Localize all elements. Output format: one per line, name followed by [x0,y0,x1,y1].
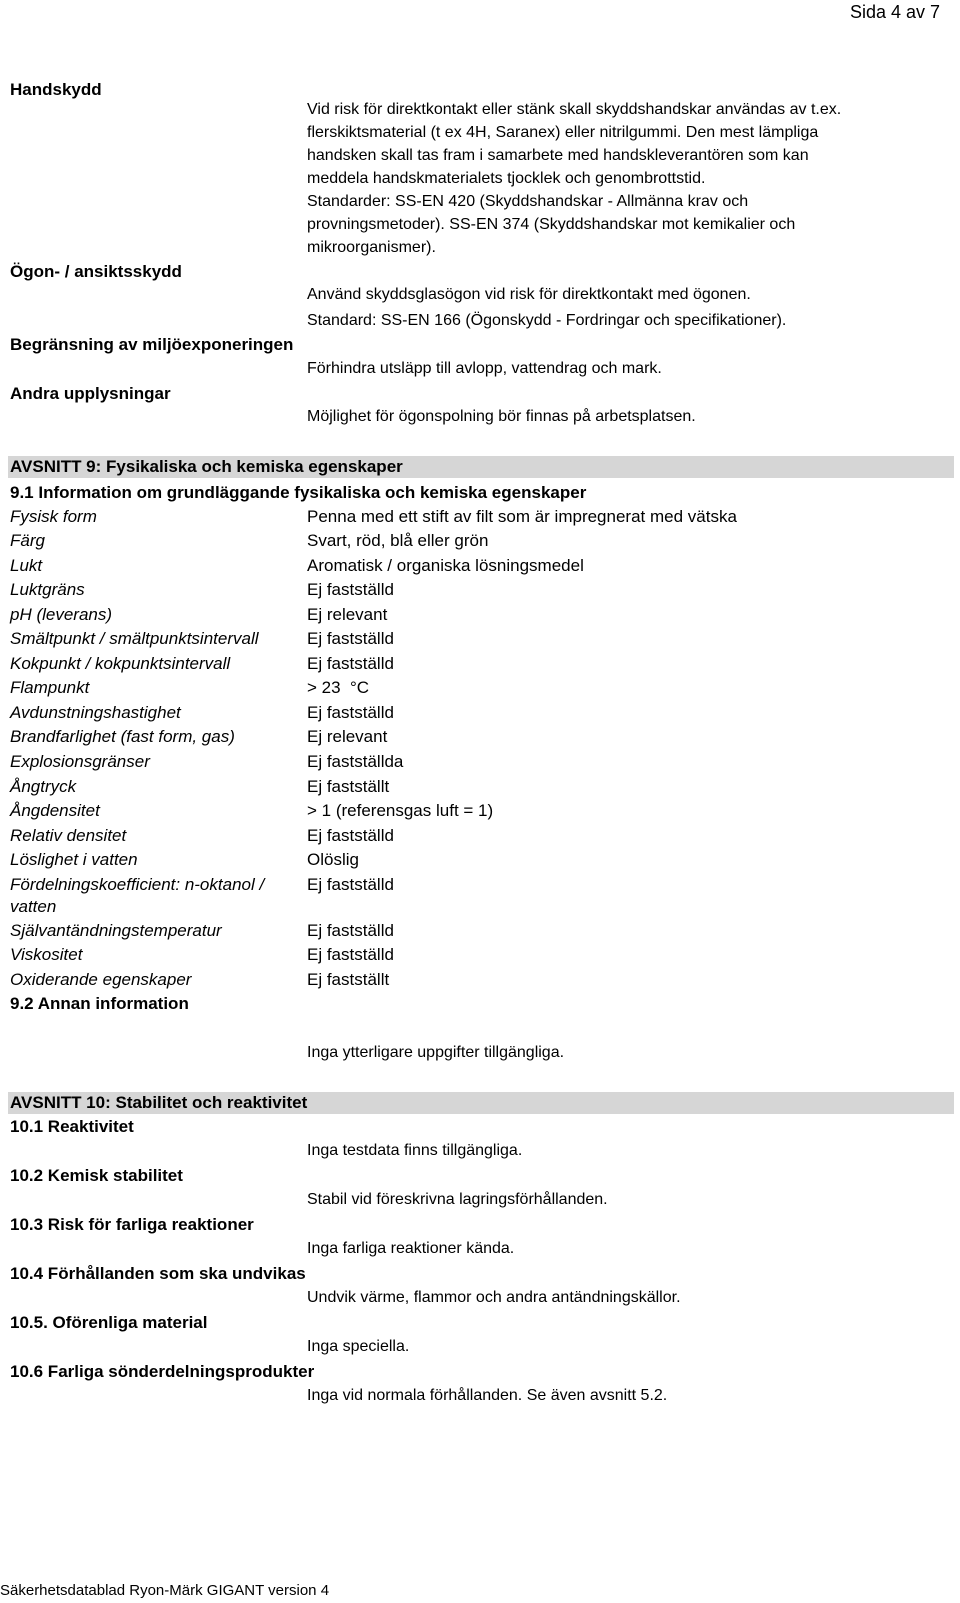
property-value: Svart, röd, blå eller grön [307,531,489,550]
gloves-line-0: Vid risk för direktkontakt eller stänk skall skyddshandskar användas av t.ex. [307,101,842,118]
property-name: Ångtryck [10,777,77,796]
section-10-title: AVSNITT 10: Stabilitet och reaktivitet [10,1093,308,1112]
section-10-text: Inga testdata finns tillgängliga. [307,1142,523,1159]
gloves-heading: Handskydd [10,80,102,99]
property-value: Penna med ett stift av filt som är impregnerat med vätska [307,507,737,526]
property-name: Explosionsgränser [10,752,150,771]
section-9-1-heading: 9.1 Information om grundläggande fysikaliska och kemiska egenskaper [10,483,587,502]
eye-protection-line-0: Använd skyddsglasögon vid risk för direktkontakt med ögonen. [307,286,751,303]
property-value: > 23 °C [307,678,370,697]
property-value: Ej fastställd [307,580,394,599]
property-name: Självantändningstemperatur [10,921,222,940]
section-9-title: AVSNITT 9: Fysikaliska och kemiska egenskaper [10,457,403,476]
property-name: Kokpunkt / kokpunktsintervall [10,654,231,673]
property-value: > 1 (referensgas luft = 1) [307,801,494,820]
property-name: Brandfarlighet (fast form, gas) [10,727,235,746]
section-10-heading: 10.5. Oförenliga material [10,1313,208,1332]
property-value: Ej fastställd [307,945,394,964]
property-name: Flampunkt [10,678,90,697]
section-10-heading: 10.4 Förhållanden som ska undvikas [10,1264,306,1283]
property-name: Smältpunkt / smältpunktsintervall [10,629,259,648]
other-info-heading: Andra upplysningar [10,384,171,403]
section-10-heading: 10.2 Kemisk stabilitet [10,1166,183,1185]
property-value: Ej fastställda [307,752,404,771]
property-value: Aromatisk / organiska lösningsmedel [307,556,584,575]
gloves-line-4: Standarder: SS-EN 420 (Skyddshandskar - Allmänna krav och [307,193,749,210]
env-exposure-heading: Begränsning av miljöexponeringen [10,335,294,354]
property-name: Avdunstningshastighet [10,703,181,722]
property-value: Ej fastställd [307,826,394,845]
section-10-heading: 10.6 Farliga sönderdelningsprodukter [10,1362,315,1381]
property-value: Ej fastställd [307,703,394,722]
gloves-line-6: mikroorganismer). [307,239,436,256]
property-name: Färg [10,531,45,550]
property-name: Fysisk form [10,507,97,526]
gloves-line-2: handsken skall tas fram i samarbete med handskleverantören som kan [307,147,809,164]
section-10-text: Undvik värme, flammor och andra antändningskällor. [307,1289,681,1306]
section-10-text: Inga farliga reaktioner kända. [307,1240,515,1257]
section-10-heading: 10.1 Reaktivitet [10,1117,134,1136]
other-info-text: Möjlighet för ögonspolning bör finnas på arbetsplatsen. [307,408,696,425]
property-value: Ej fastställd [307,654,394,673]
property-name: Relativ densitet [10,826,127,845]
eye-protection-line-1: Standard: SS-EN 166 (Ögonskydd - Fordringar och specifikationer). [307,312,787,329]
property-value: Ej fastställd [307,921,394,940]
env-exposure-text: Förhindra utsläpp till avlopp, vattendrag och mark. [307,360,662,377]
section-9-bar [8,456,954,478]
page-number: Sida 4 av 7 [849,2,940,22]
property-name: Oxiderande egenskaper [10,970,192,989]
property-name: Ångdensitet [10,801,100,820]
property-value: Ej fastställd [307,875,394,894]
section-9-2-text: Inga ytterligare uppgifter tillgängliga. [307,1044,565,1061]
property-value: Ej relevant [307,605,388,624]
section-9-2-heading: 9.2 Annan information [10,994,189,1013]
gloves-line-5: provningsmetoder). SS-EN 374 (Skyddshandskar mot kemikalier och [307,216,796,233]
property-name: Luktgräns [10,580,85,599]
property-value: Ej fastställt [307,970,390,989]
section-10-heading: 10.3 Risk för farliga reaktioner [10,1215,254,1234]
document-footer: Säkerhetsdatablad Ryon-Märk GIGANT version 4 [0,1582,330,1599]
property-value: Ej relevant [307,727,388,746]
section-10-text: Inga speciella. [307,1338,410,1355]
property-name: Löslighet i vatten [10,850,138,869]
property-name: Viskositet [10,945,83,964]
property-value: Ej fastställd [307,629,394,648]
property-value: Olöslig [307,850,359,869]
section-10-text: Inga vid normala förhållanden. Se även avsnitt 5.2. [307,1387,668,1404]
property-name: Fördelningskoefficient: n-oktanol / vatten [10,875,265,916]
gloves-line-1: flerskiktsmaterial (t ex 4H, Saranex) eller nitrilgummi. Den mest lämpliga [307,124,819,141]
section-10-text: Stabil vid föreskrivna lagringsförhållanden. [307,1191,608,1208]
property-name: pH (leverans) [10,605,113,624]
gloves-line-3: meddela handskmaterialets tjocklek och genombrottstid. [307,170,706,187]
property-value: Ej fastställt [307,777,390,796]
eye-protection-heading: Ögon- / ansiktsskydd [10,262,182,281]
property-name: Lukt [10,556,43,575]
section-10-bar [8,1092,954,1114]
